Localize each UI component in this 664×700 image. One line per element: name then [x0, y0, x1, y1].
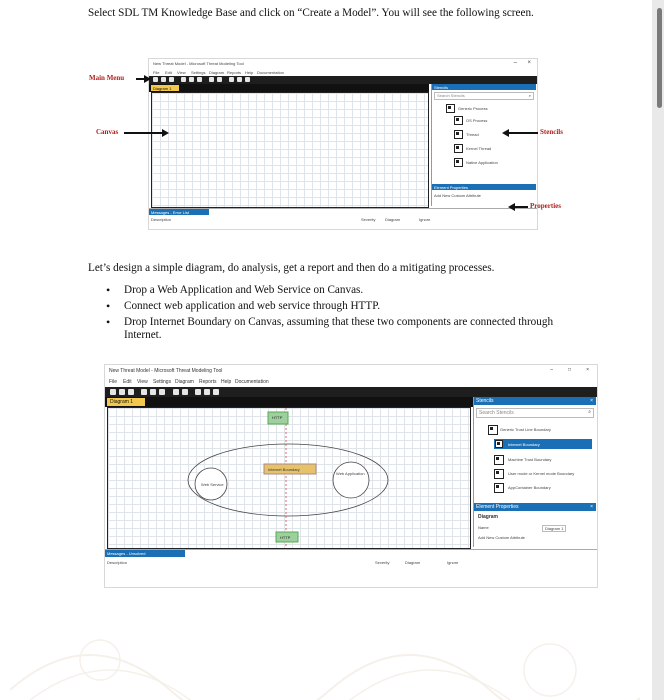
stencil-item-label: AppContainer Boundary — [508, 485, 551, 490]
stencil-item-label: Thread — [466, 132, 479, 137]
add-custom-attribute-link[interactable]: Add New Custom Attribute — [434, 193, 481, 198]
paste-icon[interactable] — [189, 77, 194, 82]
messages-panel-header — [149, 209, 209, 215]
messages-panel — [149, 208, 537, 228]
close-icon[interactable]: × — [527, 60, 531, 66]
window-titlebar — [149, 59, 537, 69]
stencil-search-input[interactable] — [434, 92, 534, 100]
arrow-canvas — [124, 132, 162, 134]
new-icon[interactable] — [110, 389, 116, 395]
menu-item-documentation[interactable]: Documentation — [257, 70, 284, 75]
search-placeholder: Search Stencils — [479, 410, 514, 416]
save-icon[interactable] — [161, 77, 166, 82]
steps-list — [102, 284, 582, 345]
menu-item-reports[interactable]: Reports — [227, 70, 242, 75]
messages-header: Messages - Unsolved — [107, 551, 146, 556]
tab-label: Diagram 1 — [110, 399, 134, 405]
boundary-icon — [494, 483, 504, 493]
process-icon — [454, 130, 463, 139]
stencil-item-label[interactable]: Generic Trust Line Boundary — [500, 427, 551, 432]
stencil-search-input[interactable] — [476, 408, 594, 418]
callout-properties: Properties — [530, 202, 561, 210]
boundary-icon — [494, 469, 504, 479]
properties-name-field[interactable]: Diagram 1 — [542, 525, 566, 532]
copy-icon[interactable] — [181, 77, 186, 82]
menu-item-view[interactable]: View — [137, 379, 148, 385]
stencil-item-label: Internet Boundary — [508, 442, 540, 447]
tab-label: Diagram 1 — [153, 86, 172, 91]
web-application-node[interactable] — [333, 462, 369, 498]
redo-icon[interactable] — [182, 389, 188, 395]
decorative-watermark — [10, 600, 640, 700]
intro-paragraph: Select SDL TM Knowledge Base and click on “Create a Model”. You will see the following screen. — [88, 7, 534, 19]
fit-icon[interactable] — [213, 389, 219, 395]
stencil-item-label: User mode or Kernel mode Boundary — [508, 471, 575, 476]
arrow-head-main-menu — [144, 75, 151, 83]
properties-header: Element Properties — [476, 504, 519, 510]
stencils-header: Stencils — [476, 398, 494, 404]
new-icon[interactable] — [153, 77, 158, 82]
step-item-3: • Drop Internet Boundary on Canvas, assuming that these two components are connected through Internet. — [102, 316, 582, 342]
arrow-properties — [514, 206, 528, 208]
stencils-panel-header — [432, 84, 536, 90]
minimize-icon[interactable]: – — [550, 367, 553, 373]
callout-stencils: Stencils — [540, 128, 563, 136]
body-paragraph: Let’s design a simple diagram, do analysis, get a report and then do a mitigating processes. — [88, 262, 495, 274]
menu-item-edit[interactable]: Edit — [165, 70, 172, 75]
menu-item-settings[interactable]: Settings — [153, 379, 172, 385]
arrow-head-canvas — [162, 129, 169, 137]
messages-panel — [105, 549, 597, 586]
internet-boundary-label: Internet Boundary — [268, 467, 300, 472]
process-icon — [454, 144, 463, 153]
boundary-icon — [488, 425, 498, 435]
status-col-diagram: Diagram — [385, 217, 401, 222]
boundary-icon — [495, 440, 503, 448]
menu-item-help[interactable]: Help — [221, 379, 232, 385]
process-icon — [454, 158, 463, 167]
messages-col-description: Description — [151, 217, 172, 222]
window-titlebar — [105, 365, 597, 377]
zoom-in-icon[interactable] — [195, 389, 201, 395]
stencil-item-label: OS Process — [466, 118, 488, 123]
save-icon[interactable] — [119, 389, 125, 395]
web-application-label: Web Application — [336, 471, 365, 476]
arrow-stencils — [508, 132, 538, 134]
delete-icon[interactable] — [159, 389, 165, 395]
stencil-item-label: Kernel Thread — [466, 146, 492, 151]
status-col-ignore: Ignore — [419, 217, 431, 222]
menu-item-documentation[interactable]: Documentation — [235, 379, 269, 385]
process-icon — [446, 104, 455, 113]
open-icon[interactable] — [169, 77, 174, 82]
delete-icon[interactable] — [197, 77, 202, 82]
screenshot-diagram-example — [104, 364, 598, 588]
callout-main-menu: Main Menu — [89, 74, 125, 82]
zoom-out-icon[interactable] — [204, 389, 210, 395]
zoom-in-icon[interactable] — [229, 77, 234, 82]
menu-item-file[interactable]: File — [153, 70, 160, 75]
http-label-bottom: HTTP — [280, 535, 291, 540]
search-placeholder: Search Stencils — [437, 93, 465, 98]
stencil-item-label: Machine Trust Boundary — [508, 457, 552, 462]
undo-icon[interactable] — [209, 77, 214, 82]
properties-panel-header — [432, 184, 536, 190]
stencil-list-item-selected[interactable] — [494, 439, 592, 449]
properties-panel-header — [474, 503, 596, 511]
properties-header: Element Properties — [434, 185, 469, 190]
stencils-panel — [473, 397, 596, 547]
diagram-canvas[interactable] — [151, 92, 429, 208]
minimize-icon[interactable]: – — [513, 60, 517, 66]
window-title: New Threat Model - Microsoft Threat Modeling Tool — [109, 368, 223, 374]
open-icon[interactable] — [128, 389, 134, 395]
page-scrollbar[interactable] — [657, 8, 662, 108]
close-icon[interactable]: × — [590, 398, 593, 404]
copy-icon[interactable] — [141, 389, 147, 395]
menu-bar — [105, 378, 597, 386]
diagram-canvas[interactable] — [107, 407, 471, 549]
stencil-item-label: Native Application — [466, 160, 498, 165]
process-icon — [454, 116, 463, 125]
redo-icon[interactable] — [217, 77, 222, 82]
fit-icon[interactable] — [245, 77, 250, 82]
properties-name-label: Name — [478, 525, 489, 530]
toolbar — [149, 76, 537, 84]
diagram-tab-row — [105, 397, 473, 407]
web-service-label: Web Service — [201, 482, 224, 487]
step-item-2: • Connect web application and web service through HTTP. — [102, 300, 582, 313]
diagram-tab-row — [149, 84, 429, 92]
properties-section-title: Diagram — [478, 514, 499, 520]
zoom-out-icon[interactable] — [237, 77, 242, 82]
messages-header: Messages - Error List — [151, 210, 190, 215]
callout-canvas: Canvas — [96, 128, 119, 136]
stencils-panel — [431, 84, 536, 206]
paste-icon[interactable] — [150, 389, 156, 395]
toolbar — [105, 387, 597, 397]
http-label-top: HTTP — [272, 415, 283, 420]
stencil-item-label[interactable]: Generic Process — [458, 106, 488, 111]
boundary-icon — [494, 455, 504, 465]
tab-diagram-1[interactable] — [151, 85, 179, 91]
close-icon[interactable]: × — [590, 504, 593, 510]
menu-item-settings[interactable]: Settings — [191, 70, 206, 75]
screenshot-tool-overview — [148, 58, 538, 230]
menu-item-view[interactable]: View — [177, 70, 186, 75]
search-icon: ⌕ — [588, 409, 591, 415]
menu-item-diagram[interactable]: Diagram — [209, 70, 225, 75]
tab-diagram-1[interactable] — [107, 398, 145, 406]
diagram-svg — [108, 408, 470, 548]
stencils-header: Stencils — [434, 85, 449, 90]
search-icon: ⌕ — [528, 93, 531, 98]
menu-item-help[interactable]: Help — [245, 70, 254, 75]
status-col-severity: Severity — [361, 217, 376, 222]
add-custom-attribute-link[interactable]: Add New Custom Attribute — [478, 535, 525, 540]
maximize-icon[interactable]: □ — [567, 367, 571, 373]
undo-icon[interactable] — [173, 389, 179, 395]
stencils-panel-header — [474, 397, 596, 405]
messages-col-description: Description — [107, 560, 128, 565]
close-icon[interactable]: × — [586, 367, 589, 373]
status-col-ignore: Ignore — [447, 560, 459, 565]
menu-item-reports[interactable]: Reports — [199, 379, 217, 385]
messages-panel-header — [105, 550, 185, 557]
menu-item-file[interactable]: File — [109, 379, 118, 385]
step-item-1: • Drop a Web Application and Web Service on Canvas. — [102, 284, 582, 297]
status-col-severity: Severity — [375, 560, 390, 565]
status-col-diagram: Diagram — [405, 560, 421, 565]
window-title: New Threat Model - Microsoft Threat Modeling Tool — [153, 61, 244, 66]
menu-item-diagram[interactable]: Diagram — [175, 379, 194, 385]
menu-bar — [149, 69, 537, 76]
menu-item-edit[interactable]: Edit — [123, 379, 132, 385]
